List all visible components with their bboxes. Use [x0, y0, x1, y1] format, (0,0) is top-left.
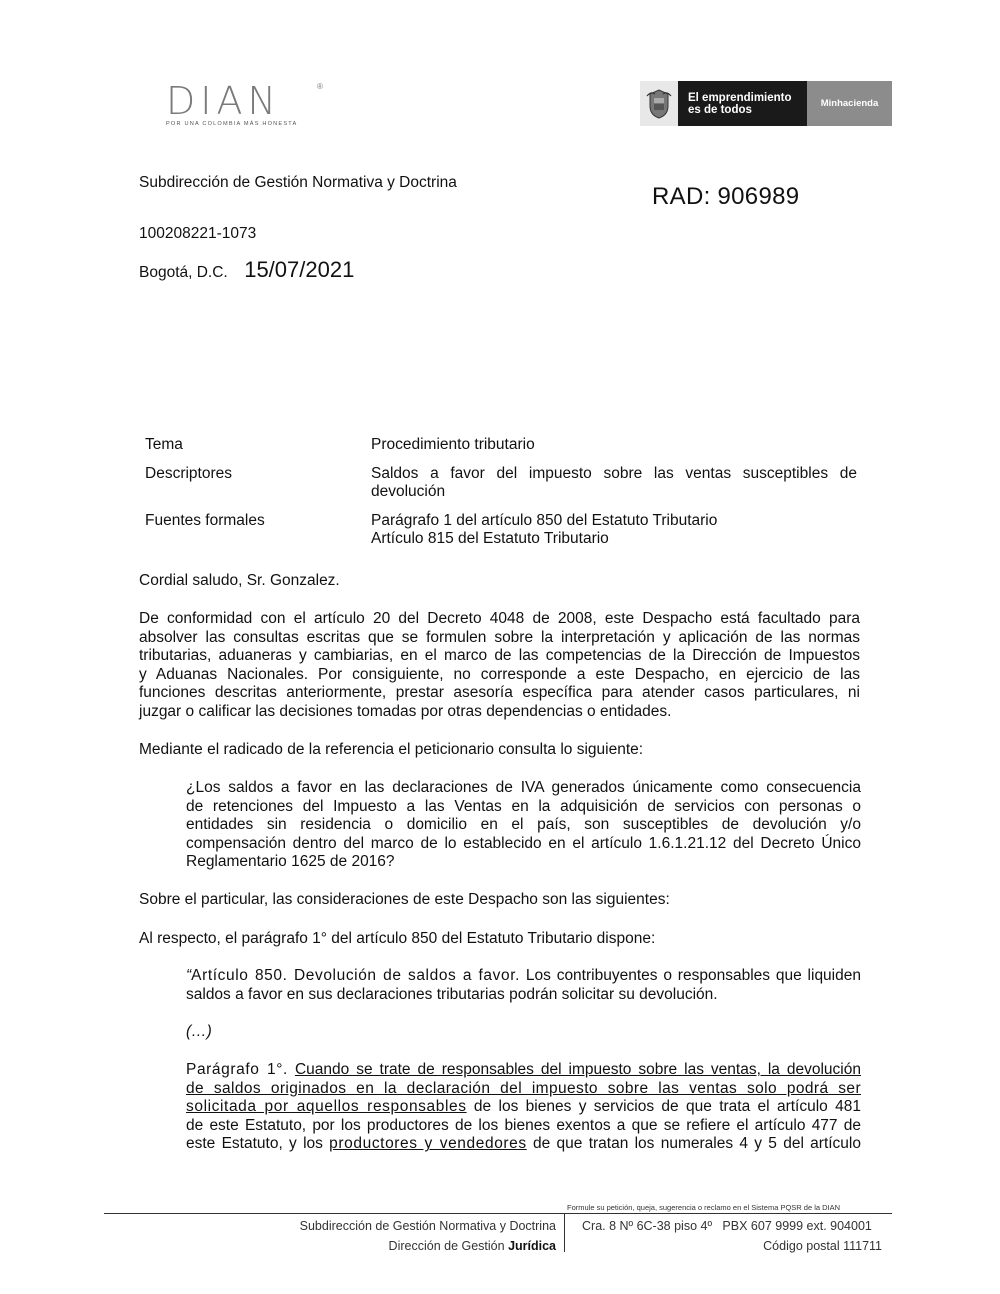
paragraph-request: Mediante el radicado de la referencia el peticionario consulta lo siguiente: — [139, 741, 644, 758]
paragraph-considerations: Sobre el particular, las consideraciones de este Despacho son las siguientes: — [139, 891, 670, 908]
coat-of-arms-icon — [640, 81, 678, 126]
footer-office-line — [300, 1236, 556, 1256]
quote-text: de que tratan los numerales 4 y 5 del artículo — [526, 1135, 861, 1153]
quote-line: Reglamentario 1625 de 2016? — [186, 853, 395, 871]
city: Bogotá, D.C. — [139, 264, 228, 281]
quote-line: compensación dentro del marco de lo establecido en el artículo 1.6.1.21.12 del Decreto Único — [186, 834, 861, 852]
quote-line: ¿Los saldos a favor en las declaraciones de IVA generados únicamente como consecuencia — [186, 779, 861, 796]
question-quote — [186, 779, 861, 872]
underlined-text: Cuando se trate de responsables del impuesto sobre las ventas, la devolución — [294, 1061, 861, 1078]
table-label: Fuentes formales — [145, 511, 265, 529]
ellipsis: (…) — [186, 1023, 212, 1040]
rad-number: RAD: 906989 — [652, 183, 800, 210]
gov-slogan-line1: El emprendimiento — [688, 91, 792, 104]
paragraph-article — [186, 1061, 861, 1154]
table-label: Descriptores — [145, 464, 232, 482]
paragraph-line: y Aduanas Nacionales. Por consiguiente, no corresponde a este Despacho, en ejercicio de las — [139, 665, 860, 683]
paragraph-line: funciones descritas anteriormente, prestar asesoría específica para atender casos particulares, ni — [139, 684, 860, 702]
reference-number: 100208221-1073 — [139, 225, 257, 242]
footer-office-line: Subdirección de Gestión Normativa y Doctrina — [299, 1219, 556, 1233]
registered-mark-icon: ® — [317, 82, 323, 91]
paragraph-label: Parágrafo 1°. — [186, 1061, 288, 1078]
paragraph-line: juzgar o calificar las decisiones tomadas por otras dependencias o entidades. — [139, 702, 672, 720]
table-value-line: Artículo 815 del Estatuto Tributario — [371, 530, 609, 548]
paragraph-line: absolver las consultas escritas que se formulen sobre la interpretación y aplicación de las normas — [139, 628, 860, 646]
government-banner — [640, 81, 892, 126]
footer-text: Dirección de Gestión — [388, 1239, 509, 1253]
quote-line: de retenciones del Impuesto a las Ventas en la adquisición de servicios con personas o — [186, 797, 861, 815]
gov-slogan-line2: es de todos — [688, 103, 752, 116]
paragraph-line: tributarias, aduaneras y cambiarias, en el marco de las competencias de la Dirección de Impuestos — [139, 647, 860, 665]
footer-address-line: Cra. 8 Nº 6C-38 piso 4º PBX 607 9999 ext. 904001 — [582, 1219, 872, 1233]
table-label: Tema — [145, 436, 183, 453]
underlined-text: solicitada por aquellos responsables — [186, 1098, 467, 1116]
quote-line — [186, 1061, 861, 1080]
quote-text: Los contribuyentes o responsables que liquiden — [520, 967, 861, 984]
quote-text: este Estatuto, y los — [186, 1135, 330, 1153]
table-row — [145, 512, 857, 549]
footer-divider — [104, 1213, 892, 1214]
table-value — [371, 465, 857, 512]
greeting: Cordial saludo, Sr. Gonzalez. — [139, 572, 340, 589]
paragraph-line: De conformidad con el artículo 20 del Decreto 4048 de 2008, este Despacho está facultado para — [139, 610, 860, 627]
footer-office — [300, 1216, 556, 1256]
footer-postal-code: Código postal 111711 — [763, 1239, 882, 1253]
quote-line: saldos a favor en sus declaraciones tributarias podrán solicitar su devolución. — [186, 985, 718, 1003]
dian-logo — [166, 79, 326, 128]
table-value-line: devolución — [371, 483, 446, 501]
dian-logo-slogan: POR UNA COLOMBIA MÁS HONESTA — [166, 121, 298, 127]
table-row — [145, 436, 857, 465]
date-line — [139, 257, 354, 283]
office-name: Subdirección de Gestión Normativa y Doctrina — [139, 174, 457, 191]
footer-note: Formule su petición, queja, sugerencia o reclamo en el Sistema PQSR de la DIAN — [567, 1203, 841, 1212]
subject-table — [145, 436, 857, 549]
paragraph-reference: Al respecto, el parágrafo 1° del artículo 850 del Estatuto Tributario dispone: — [139, 930, 656, 947]
table-row — [145, 465, 857, 512]
quote-line — [186, 1135, 861, 1154]
date: 15/07/2021 — [244, 257, 355, 282]
article-quote — [186, 967, 861, 1004]
quote-line: de este Estatuto, por los productores de los bienes exentos a que se refiere el artículo 477 de — [186, 1116, 861, 1134]
dian-logo-text: DIAN — [166, 79, 281, 123]
table-value-line: Saldos a favor del impuesto sobre las ventas susceptibles de — [371, 464, 857, 482]
paragraph-intro — [139, 610, 860, 722]
underlined-text: productores y vendedores — [329, 1135, 527, 1153]
footer-text-bold: Jurídica — [508, 1239, 556, 1253]
table-value-line: Parágrafo 1 del artículo 850 del Estatuto Tributario — [371, 511, 718, 529]
underlined-text: de saldos originados en la declaración del impuesto sobre las ventas solo podrá ser — [186, 1079, 861, 1097]
ministry-label: Minhacienda — [807, 81, 892, 126]
quote-line — [186, 1098, 861, 1117]
table-value: Procedimiento tributario — [371, 436, 535, 453]
table-value — [371, 512, 857, 549]
footer-vertical-divider — [564, 1214, 565, 1252]
quote-line: entidades sin residencia o domicilio en el país, son susceptibles de devolución y/o — [186, 816, 861, 834]
open-quote: “ — [186, 967, 192, 984]
gov-slogan — [678, 81, 807, 126]
article-title: Artículo 850. Devolución de saldos a favor. — [191, 967, 521, 984]
quote-text: de los bienes y servicios de que trata el artículo 481 — [466, 1098, 861, 1116]
footer-address — [582, 1216, 882, 1256]
quote-line — [186, 967, 861, 986]
